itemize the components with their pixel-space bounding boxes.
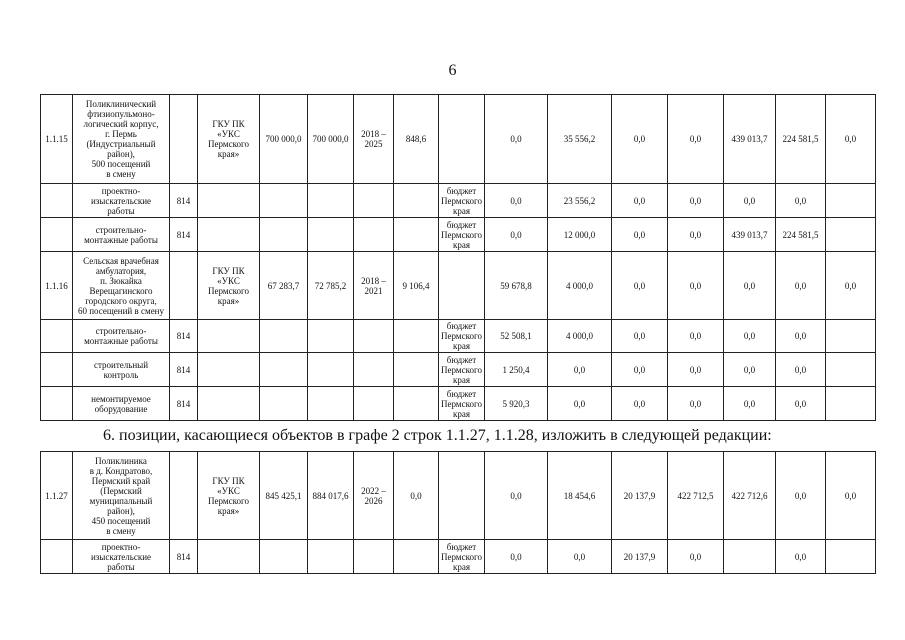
year-value-2: 23 556,2 bbox=[548, 184, 612, 218]
grbs-code: 814 bbox=[170, 540, 198, 574]
year-value-7 bbox=[826, 320, 876, 353]
year-value-1: 5 920,3 bbox=[485, 387, 548, 421]
year-value-1: 52 508,1 bbox=[485, 320, 548, 353]
year-value-2: 4 000,0 bbox=[548, 252, 612, 320]
estimated-cost: 700 000,0 bbox=[260, 95, 308, 184]
grbs-code bbox=[170, 452, 198, 540]
construction-period bbox=[354, 540, 394, 574]
year-value-2: 0,0 bbox=[548, 387, 612, 421]
funded-amount: 9 106,4 bbox=[394, 252, 439, 320]
funded-amount bbox=[394, 387, 439, 421]
cost-current-prices bbox=[308, 353, 354, 387]
customer-name bbox=[198, 320, 260, 353]
cost-current-prices bbox=[308, 387, 354, 421]
grbs-code bbox=[170, 252, 198, 320]
object-name: Поликлинический фтизиопульмоно- логический корпус, г. Пермь (Индустриальный район), 500 посещений в смену bbox=[73, 95, 170, 184]
year-value-6: 224 581,5 bbox=[776, 218, 826, 252]
customer-name bbox=[198, 540, 260, 574]
customer-name bbox=[198, 184, 260, 218]
cost-current-prices: 72 785,2 bbox=[308, 252, 354, 320]
year-value-5: 0,0 bbox=[724, 184, 776, 218]
year-value-3: 0,0 bbox=[612, 95, 668, 184]
funding-source bbox=[439, 95, 485, 184]
customer-name bbox=[198, 218, 260, 252]
grbs-code: 814 bbox=[170, 320, 198, 353]
year-value-7 bbox=[826, 184, 876, 218]
grbs-code bbox=[170, 95, 198, 184]
year-value-7 bbox=[826, 353, 876, 387]
funded-amount bbox=[394, 540, 439, 574]
estimated-cost bbox=[260, 320, 308, 353]
year-value-5: 439 013,7 bbox=[724, 95, 776, 184]
estimated-cost: 67 283,7 bbox=[260, 252, 308, 320]
customer-name: ГКУ ПК «УКС Пермского края» bbox=[198, 252, 260, 320]
estimated-cost bbox=[260, 540, 308, 574]
object-name: проектно- изыскательские работы bbox=[73, 540, 170, 574]
year-value-5: 439 013,7 bbox=[724, 218, 776, 252]
cost-current-prices bbox=[308, 540, 354, 574]
year-value-1: 0,0 bbox=[485, 95, 548, 184]
year-value-3: 0,0 bbox=[612, 218, 668, 252]
table-row bbox=[41, 252, 876, 320]
construction-period: 2022 – 2026 bbox=[354, 452, 394, 540]
table-row bbox=[41, 540, 876, 574]
year-value-6: 0,0 bbox=[776, 184, 826, 218]
row-code bbox=[41, 387, 73, 421]
funding-source: бюджет Пермского края bbox=[439, 184, 485, 218]
year-value-4: 0,0 bbox=[668, 387, 724, 421]
object-name: Поликлиника в д. Кондратово, Пермский край (Пермский муниципальный район), 450 посещений в смену bbox=[73, 452, 170, 540]
row-code bbox=[41, 540, 73, 574]
funding-source: бюджет Пермского края bbox=[439, 218, 485, 252]
year-value-2: 18 454,6 bbox=[548, 452, 612, 540]
year-value-6: 0,0 bbox=[776, 387, 826, 421]
year-value-3: 20 137,9 bbox=[612, 540, 668, 574]
year-value-5: 0,0 bbox=[724, 320, 776, 353]
instruction-text: 6. позиции, касающиеся объектов в графе 2 строк 1.1.27, 1.1.28, изложить в следующей редакции: bbox=[103, 427, 772, 444]
year-value-7: 0,0 bbox=[826, 252, 876, 320]
year-value-4: 0,0 bbox=[668, 95, 724, 184]
row-code bbox=[41, 353, 73, 387]
year-value-1: 59 678,8 bbox=[485, 252, 548, 320]
year-value-5: 422 712,6 bbox=[724, 452, 776, 540]
year-value-3: 0,0 bbox=[612, 184, 668, 218]
table-row bbox=[41, 184, 876, 218]
year-value-3: 20 137,9 bbox=[612, 452, 668, 540]
year-value-4: 0,0 bbox=[668, 184, 724, 218]
cost-current-prices: 884 017,6 bbox=[308, 452, 354, 540]
year-value-2: 12 000,0 bbox=[548, 218, 612, 252]
construction-period bbox=[354, 184, 394, 218]
cost-current-prices: 700 000,0 bbox=[308, 95, 354, 184]
table-row bbox=[41, 95, 876, 184]
funded-amount: 0,0 bbox=[394, 452, 439, 540]
construction-period: 2018 – 2025 bbox=[354, 95, 394, 184]
year-value-5 bbox=[724, 540, 776, 574]
funded-amount bbox=[394, 184, 439, 218]
estimated-cost bbox=[260, 353, 308, 387]
year-value-1: 0,0 bbox=[485, 452, 548, 540]
cost-current-prices bbox=[308, 320, 354, 353]
year-value-4: 0,0 bbox=[668, 320, 724, 353]
customer-name bbox=[198, 353, 260, 387]
construction-period bbox=[354, 387, 394, 421]
funded-amount: 848,6 bbox=[394, 95, 439, 184]
year-value-6: 0,0 bbox=[776, 540, 826, 574]
grbs-code: 814 bbox=[170, 184, 198, 218]
estimated-cost bbox=[260, 218, 308, 252]
customer-name: ГКУ ПК «УКС Пермского края» bbox=[198, 95, 260, 184]
funded-amount bbox=[394, 353, 439, 387]
year-value-7 bbox=[826, 218, 876, 252]
funding-source: бюджет Пермского края bbox=[439, 320, 485, 353]
year-value-1: 0,0 bbox=[485, 218, 548, 252]
year-value-3: 0,0 bbox=[612, 387, 668, 421]
year-value-2: 35 556,2 bbox=[548, 95, 612, 184]
funding-source: бюджет Пермского края bbox=[439, 540, 485, 574]
grbs-code: 814 bbox=[170, 387, 198, 421]
year-value-7 bbox=[826, 540, 876, 574]
row-code bbox=[41, 320, 73, 353]
funding-source: бюджет Пермского края bbox=[439, 387, 485, 421]
year-value-1: 1 250,4 bbox=[485, 353, 548, 387]
customer-name bbox=[198, 387, 260, 421]
program-table-1 bbox=[40, 94, 876, 421]
funding-source bbox=[439, 252, 485, 320]
object-name: проектно- изыскательские работы bbox=[73, 184, 170, 218]
year-value-4: 0,0 bbox=[668, 540, 724, 574]
year-value-4: 0,0 bbox=[668, 252, 724, 320]
year-value-2: 0,0 bbox=[548, 353, 612, 387]
estimated-cost bbox=[260, 184, 308, 218]
row-code: 1.1.27 bbox=[41, 452, 73, 540]
row-code bbox=[41, 184, 73, 218]
year-value-7 bbox=[826, 387, 876, 421]
year-value-3: 0,0 bbox=[612, 320, 668, 353]
funded-amount bbox=[394, 218, 439, 252]
object-name: строительно- монтажные работы bbox=[73, 320, 170, 353]
year-value-5: 0,0 bbox=[724, 353, 776, 387]
object-name: строительно- монтажные работы bbox=[73, 218, 170, 252]
funded-amount bbox=[394, 320, 439, 353]
estimated-cost: 845 425,1 bbox=[260, 452, 308, 540]
year-value-5: 0,0 bbox=[724, 252, 776, 320]
estimated-cost bbox=[260, 387, 308, 421]
funding-source: бюджет Пермского края bbox=[439, 353, 485, 387]
page-number: 6 bbox=[448, 62, 457, 79]
year-value-6: 0,0 bbox=[776, 452, 826, 540]
object-name: Сельская врачебная амбулатория, п. Зюкайка Верещагинского городского округа, 60 посещений в смену bbox=[73, 252, 170, 320]
construction-period bbox=[354, 353, 394, 387]
year-value-4: 422 712,5 bbox=[668, 452, 724, 540]
cost-current-prices bbox=[308, 218, 354, 252]
construction-period bbox=[354, 218, 394, 252]
year-value-1: 0,0 bbox=[485, 184, 548, 218]
cost-current-prices bbox=[308, 184, 354, 218]
table-row bbox=[41, 353, 876, 387]
funding-source bbox=[439, 452, 485, 540]
row-code bbox=[41, 218, 73, 252]
year-value-5: 0,0 bbox=[724, 387, 776, 421]
row-code: 1.1.16 bbox=[41, 252, 73, 320]
year-value-6: 0,0 bbox=[776, 353, 826, 387]
year-value-3: 0,0 bbox=[612, 252, 668, 320]
table-row bbox=[41, 452, 876, 540]
year-value-2: 0,0 bbox=[548, 540, 612, 574]
customer-name: ГКУ ПК «УКС Пермского края» bbox=[198, 452, 260, 540]
year-value-7: 0,0 bbox=[826, 452, 876, 540]
object-name: строительный контроль bbox=[73, 353, 170, 387]
row-code: 1.1.15 bbox=[41, 95, 73, 184]
year-value-7: 0,0 bbox=[826, 95, 876, 184]
construction-period bbox=[354, 320, 394, 353]
year-value-4: 0,0 bbox=[668, 353, 724, 387]
table-row bbox=[41, 218, 876, 252]
grbs-code: 814 bbox=[170, 353, 198, 387]
year-value-3: 0,0 bbox=[612, 353, 668, 387]
year-value-6: 224 581,5 bbox=[776, 95, 826, 184]
grbs-code: 814 bbox=[170, 218, 198, 252]
year-value-6: 0,0 bbox=[776, 252, 826, 320]
construction-period: 2018 – 2021 bbox=[354, 252, 394, 320]
table-row bbox=[41, 320, 876, 353]
year-value-6: 0,0 bbox=[776, 320, 826, 353]
program-table-2 bbox=[40, 451, 876, 574]
year-value-2: 4 000,0 bbox=[548, 320, 612, 353]
table-row bbox=[41, 387, 876, 421]
object-name: немонтируемое оборудование bbox=[73, 387, 170, 421]
year-value-1: 0,0 bbox=[485, 540, 548, 574]
year-value-4: 0,0 bbox=[668, 218, 724, 252]
